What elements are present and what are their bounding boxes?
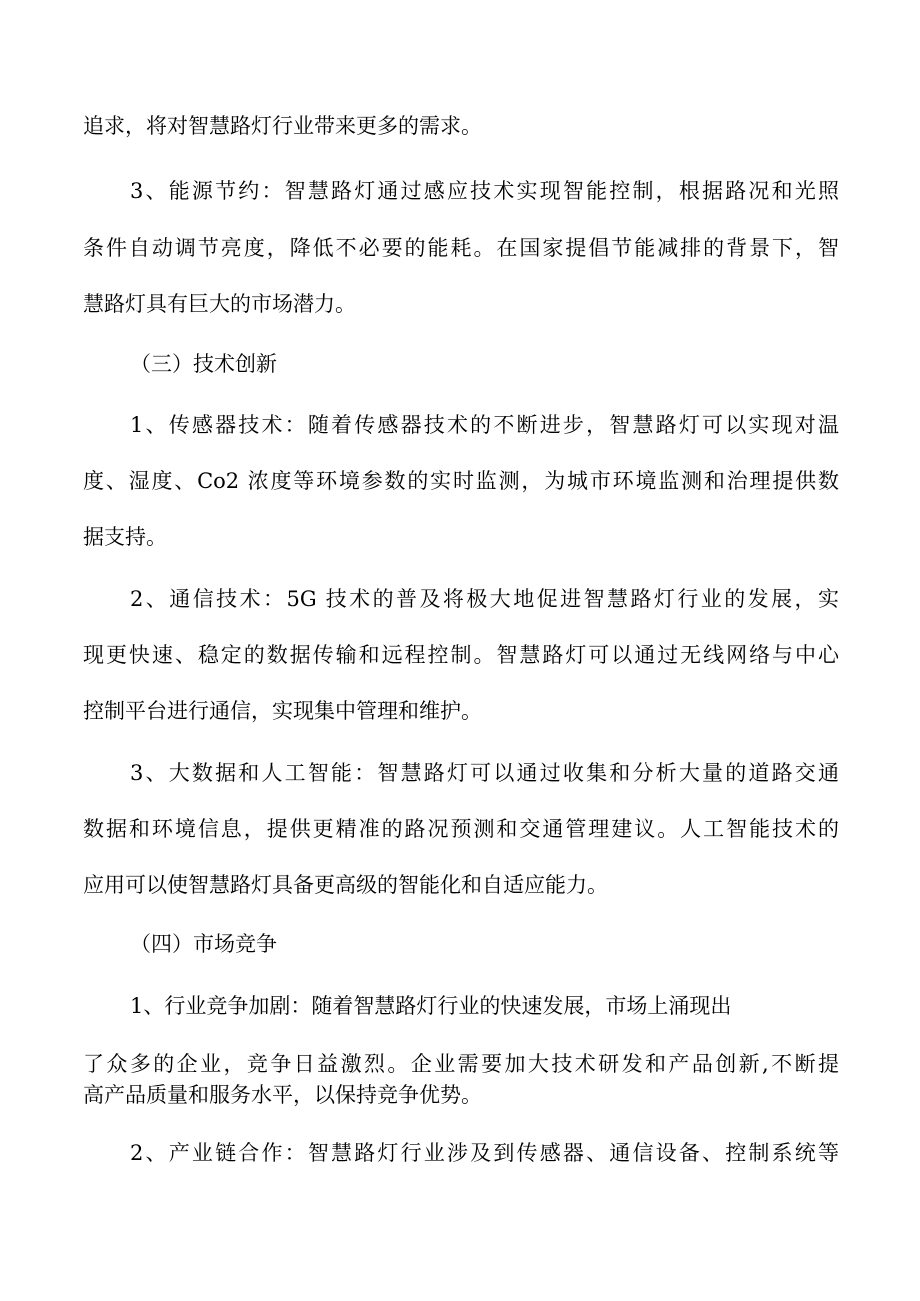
paragraph-line: 3、能源节约：智慧路灯通过感应技术实现智能控制，根据路况和光照 xyxy=(130,179,839,203)
paragraph-line: 了众多的企业，竞争日益激烈。企业需要加大技术研发和产品创新,不断提 xyxy=(83,1052,839,1076)
paragraph-line: 度、湿度、Co2 浓度等环境参数的实时监测，为城市环境监测和治理提供数 xyxy=(83,469,839,493)
paragraph-line: 1、传感器技术：随着传感器技术的不断进步，智慧路灯可以实现对温 xyxy=(130,413,839,437)
paragraph-line: 2、产业链合作：智慧路灯行业涉及到传感器、通信设备、控制系统等 xyxy=(130,1141,839,1165)
paragraph-line: 应用可以使智慧路灯具备更高级的智能化和自适应能力。 xyxy=(83,873,608,897)
paragraph-line: 1、行业竞争加剧：随着智慧路灯行业的快速发展，市场上涌现出 xyxy=(130,994,732,1018)
paragraph-line: 控制平台进行通信，实现集中管理和维护。 xyxy=(83,699,482,723)
paragraph-line: 慧路灯具有巨大的市场潜力。 xyxy=(83,292,356,316)
paragraph-line: 数据和环境信息，提供更精准的路况预测和交通管理建议。人工智能技术的 xyxy=(83,817,839,841)
section-heading: （三）技术创新 xyxy=(130,352,277,376)
paragraph-line: 现更快速、稳定的数据传输和远程控制。智慧路灯可以通过无线网络与中心 xyxy=(83,643,839,667)
paragraph-line: 据支持。 xyxy=(83,525,167,549)
paragraph-line: 3、大数据和人工智能：智慧路灯可以通过收集和分析大量的道路交通 xyxy=(130,761,839,785)
paragraph-line: 高产品质量和服务水平，以保持竞争优势。 xyxy=(83,1083,482,1107)
paragraph-line: 追求，将对智慧路灯行业带来更多的需求。 xyxy=(83,114,482,138)
section-heading: （四）市场竞争 xyxy=(130,932,277,956)
paragraph-line: 条件自动调节亮度，降低不必要的能耗。在国家提倡节能减排的背景下，智 xyxy=(83,236,839,260)
paragraph-line: 2、通信技术：5G 技术的普及将极大地促进智慧路灯行业的发展，实 xyxy=(130,587,839,611)
